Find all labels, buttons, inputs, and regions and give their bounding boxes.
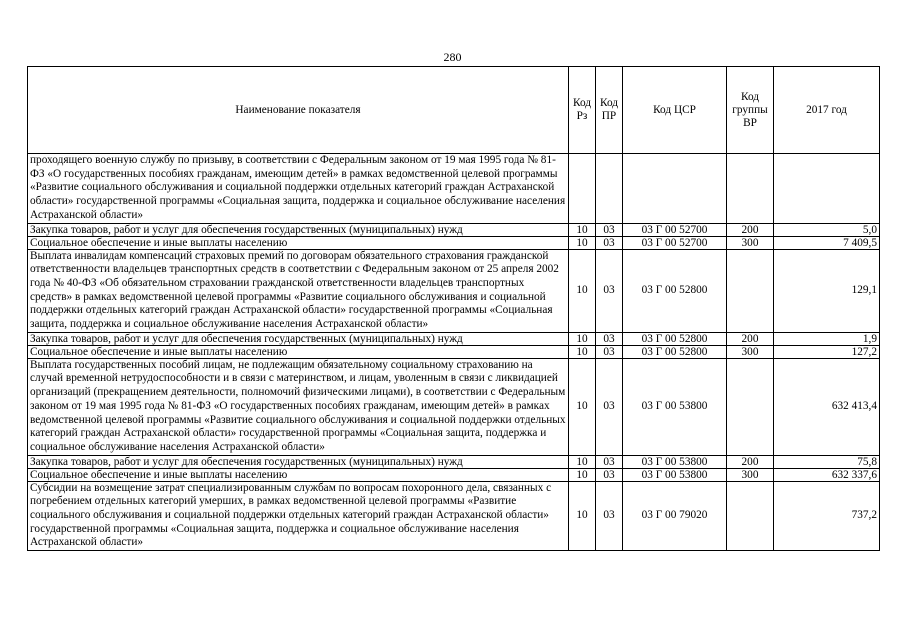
row-amount: 129,1 <box>774 249 880 332</box>
row-csr: 03 Г 00 52800 <box>623 249 727 332</box>
row-name: Социальное обеспечение и иные выплаты населению <box>28 345 569 358</box>
row-amount: 75,8 <box>774 455 880 468</box>
row-csr: 03 Г 00 79020 <box>623 481 727 551</box>
row-amount: 7 409,5 <box>774 236 880 249</box>
table-row <box>28 345 880 358</box>
row-rz <box>569 154 596 224</box>
row-pr: 03 <box>596 223 623 236</box>
row-amount: 1,9 <box>774 332 880 345</box>
row-vr: 300 <box>727 236 774 249</box>
row-pr: 03 <box>596 358 623 455</box>
row-vr: 300 <box>727 345 774 358</box>
page-number: 280 <box>443 50 462 64</box>
row-pr: 03 <box>596 332 623 345</box>
row-csr: 03 Г 00 53800 <box>623 358 727 455</box>
row-vr <box>727 481 774 551</box>
row-rz: 10 <box>569 481 596 551</box>
row-name: Субсидии на возмещение затрат специализированным службам по вопросам похоронного дела, связанных с погребением отдельных категорий умерших, в рамках ведомственной целевой программы «Развитие социального обслуживания и социальной поддержки отдельных категорий граждан Астраханской области» государственной программы «Социальная защита, поддержка и социальное обслуживание населения Астраханской области» <box>28 481 569 551</box>
row-vr: 200 <box>727 455 774 468</box>
column-header-csr: Код ЦСР <box>623 67 727 154</box>
row-vr <box>727 154 774 224</box>
row-rz: 10 <box>569 468 596 481</box>
row-csr: 03 Г 00 53800 <box>623 455 727 468</box>
row-pr: 03 <box>596 345 623 358</box>
row-csr: 03 Г 00 52700 <box>623 223 727 236</box>
row-pr: 03 <box>596 236 623 249</box>
table-row <box>28 358 880 455</box>
table-row <box>28 455 880 468</box>
row-name: Закупка товаров, работ и услуг для обеспечения государственных (муниципальных) нужд <box>28 223 569 236</box>
budget-table <box>27 66 880 551</box>
table-row <box>28 236 880 249</box>
row-name: Социальное обеспечение и иные выплаты населению <box>28 236 569 249</box>
row-rz: 10 <box>569 249 596 332</box>
row-name: Закупка товаров, работ и услуг для обеспечения государственных (муниципальных) нужд <box>28 455 569 468</box>
table-row <box>28 468 880 481</box>
row-name: Выплата государственных пособий лицам, не подлежащим обязательному социальному страхованию на случай временной нетрудоспособности и в связи с материнством, и лицам, уволенным в связи с ликвидацией организаций (прекращением деятельности, полномочий физическими лицами), в соответствии с Федеральным законом от 19 мая 1995 года № 81-ФЗ «О государственных пособиях гражданам, имеющим детей» в рамках ведомственной целевой программы «Развитие социального обслуживания и социальной поддержки отдельных категорий граждан Астраханской области» государственной программы «Социальная защита, поддержка и социальное обслуживание населения Астраханской области» <box>28 358 569 455</box>
row-vr: 200 <box>727 223 774 236</box>
row-vr <box>727 358 774 455</box>
row-name: Социальное обеспечение и иные выплаты населению <box>28 468 569 481</box>
table-row <box>28 154 880 224</box>
column-header-vr: Код группы ВР <box>727 67 774 154</box>
row-name: Закупка товаров, работ и услуг для обеспечения государственных (муниципальных) нужд <box>28 332 569 345</box>
row-amount: 5,0 <box>774 223 880 236</box>
column-header-name: Наименование показателя <box>28 67 569 154</box>
row-csr: 03 Г 00 53800 <box>623 468 727 481</box>
row-pr <box>596 154 623 224</box>
row-rz: 10 <box>569 223 596 236</box>
row-vr: 200 <box>727 332 774 345</box>
row-rz: 10 <box>569 455 596 468</box>
row-csr <box>623 154 727 224</box>
row-name: проходящего военную службу по призыву, в соответствии с Федеральным законом от 19 мая 1995 года № 81-ФЗ «О государственных пособиях гражданам, имеющим детей» в рамках ведомственной целевой программы «Развитие социального обслуживания и социальной поддержки отдельных категорий граждан Астраханской области» государственной программы «Социальная защита, поддержка и социальное обслуживание населения Астраханской области» <box>28 154 569 224</box>
row-vr: 300 <box>727 468 774 481</box>
row-amount <box>774 154 880 224</box>
row-csr: 03 Г 00 52800 <box>623 332 727 345</box>
table-row <box>28 481 880 551</box>
row-name: Выплата инвалидам компенсаций страховых премий по договорам обязательного страхования гражданской ответственности владельцев транспортных средств в соответствии с Федеральным законом от 25 апреля 2002 года № 40-ФЗ «Об обязательном страховании гражданской ответственности владельцев транспортных средств» в рамках ведомственной целевой программы «Развитие социального обслуживания и социальной поддержки отдельных категорий граждан Астраханской области» государственной программы «Социальная защита, поддержка и социальное обслуживание населения Астраханской области» <box>28 249 569 332</box>
row-csr: 03 Г 00 52700 <box>623 236 727 249</box>
table-row <box>28 223 880 236</box>
row-vr <box>727 249 774 332</box>
row-pr: 03 <box>596 455 623 468</box>
row-rz: 10 <box>569 236 596 249</box>
column-header-year: 2017 год <box>774 67 880 154</box>
row-amount: 737,2 <box>774 481 880 551</box>
row-pr: 03 <box>596 481 623 551</box>
row-amount: 632 337,6 <box>774 468 880 481</box>
table-row <box>28 332 880 345</box>
row-pr: 03 <box>596 249 623 332</box>
row-rz: 10 <box>569 345 596 358</box>
row-rz: 10 <box>569 332 596 345</box>
table-header-row <box>28 67 880 154</box>
row-rz: 10 <box>569 358 596 455</box>
row-amount: 632 413,4 <box>774 358 880 455</box>
row-pr: 03 <box>596 468 623 481</box>
row-csr: 03 Г 00 52800 <box>623 345 727 358</box>
column-header-rz: Код Рз <box>569 67 596 154</box>
row-amount: 127,2 <box>774 345 880 358</box>
column-header-pr: Код ПР <box>596 67 623 154</box>
table-row <box>28 249 880 332</box>
